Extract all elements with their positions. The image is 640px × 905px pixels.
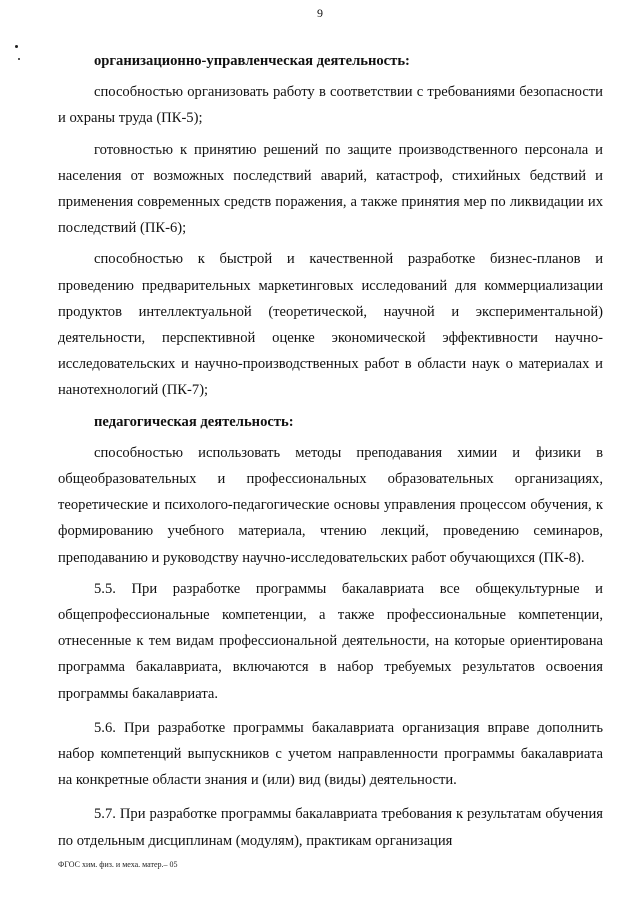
paragraph-5-7: 5.7. При разработке программы бакалавриата требования к результатам обучения по отдельным дисциплинам (модулям), практикам организация — [58, 806, 603, 849]
footer-document-code: ФГОС хим. физ. и меха. матер.– 05 — [58, 860, 178, 869]
document-body — [58, 48, 603, 854]
scan-mark — [15, 45, 18, 48]
page-number: 9 — [317, 6, 323, 20]
paragraph-pk7: способностью к быстрой и качественной разработке бизнес-планов и проведению предварительных маркетинговых исследований для коммерциализации продуктов интеллектуальной (теоретической, научной и экспериментальной) деятельности, перспективной оценке экономической эффективности научно-исследовательских и научно-производственных работ в области наук о материалах и нанотехнологий (ПК-7); — [58, 251, 603, 399]
paragraph-pk8: способностью использовать методы преподавания химии и физики в общеобразовательных и профессиональных образовательных организациях, теоретические и психолого-педагогические основы управления процессом обучения, к формированию учебного материала, чтению лекций, проведению семинаров, преподаванию и руководству научно-исследовательских работ обучающихся (ПК-8). — [58, 444, 603, 566]
paragraph-5-5: 5.5. При разработке программы бакалавриата все общекультурные и общепрофессиональные компетенции, а также профессиональные компетенции, отнесенные к тем видам профессиональной деятельности, на которые ориентирована программа бакалавриата, включаются в набор требуемых результатов освоения программы бакалавриата. — [58, 580, 603, 702]
paragraph-pk5: способностью организовать работу в соответствии с требованиями безопасности и охраны труда (ПК-5); — [58, 84, 603, 127]
paragraph-pk6: готовностью к принятию решений по защите производственного персонала и населения от возможных последствий аварий, катастроф, стихийных бедствий и применения современных средств поражения, а также принятия мер по ликвидации их последствий (ПК-6); — [58, 141, 603, 237]
section-heading-management: организационно-управленческая деятельность: — [94, 53, 410, 69]
section-heading-pedagogical: педагогическая деятельность: — [94, 413, 294, 430]
paragraph-5-6: 5.6. При разработке программы бакалавриата организация вправе дополнить набор компетенций выпускников с учетом направленности программы бакалавриата на конкретные области знания и (или) вид (виды) деятельности. — [58, 719, 603, 789]
scan-mark — [18, 58, 20, 60]
